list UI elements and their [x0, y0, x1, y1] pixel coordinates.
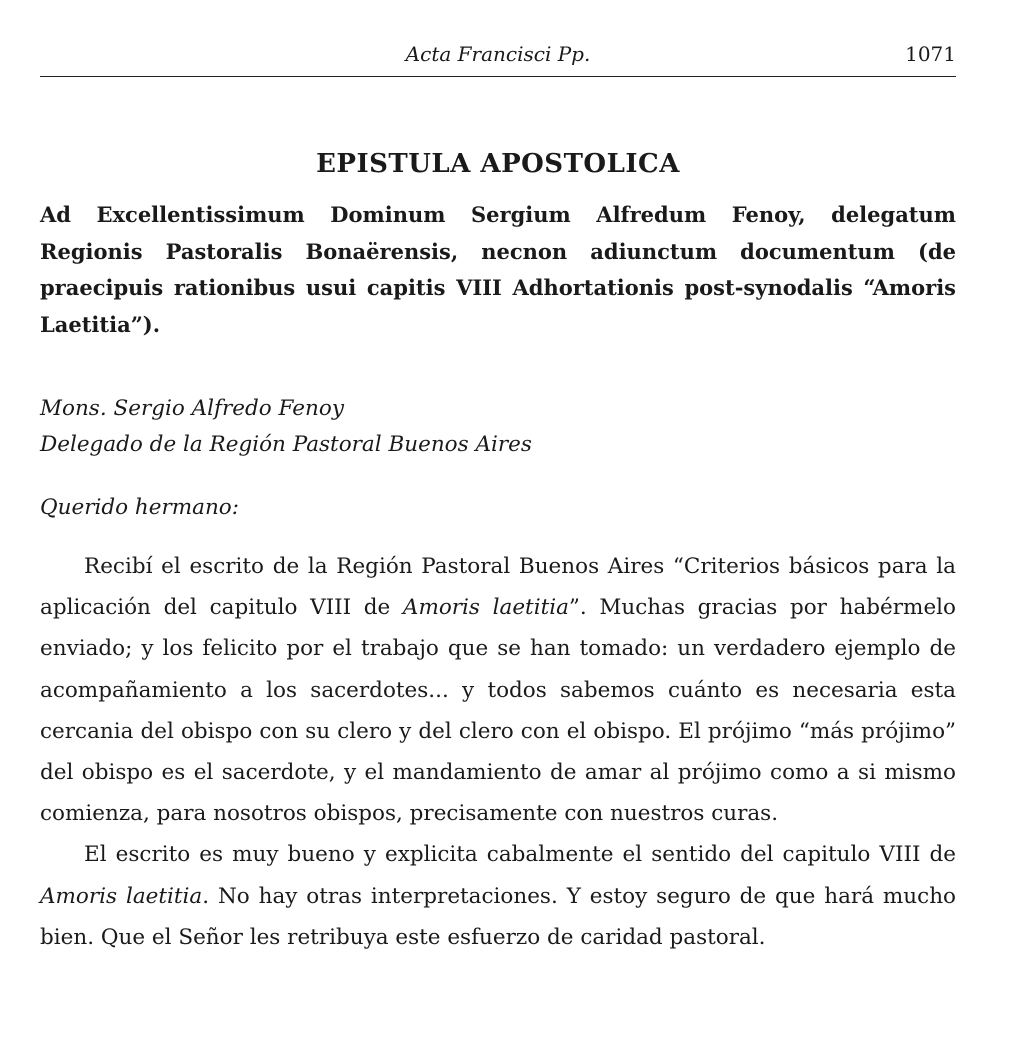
paragraph-2-text-b: . No hay otras interpretaciones. Y estoy seguro de que hará mucho bien. Que el Señor les retribuya este esfuerzo de caridad pastoral.: [40, 883, 956, 950]
body-paragraph-2: [40, 834, 956, 958]
running-title: Acta Francisci Pp.: [405, 42, 591, 66]
letter-body: [40, 546, 956, 958]
body-paragraph-1: [40, 546, 956, 834]
page-number: 1071: [905, 42, 956, 66]
document-title: EPISTULA APOSTOLICA: [316, 149, 680, 179]
addressee-block: [40, 391, 956, 463]
paragraph-2-text-a: El escrito es muy bueno y explicita cabalmente el sentido del capitulo VIII de: [84, 842, 956, 868]
document-page: [40, 0, 956, 958]
paragraph-1-text-b: ”. Muchas gracias por habérmelo enviado; y los felicito por el trabajo que se han tomado: un verdadero ejemplo de acompañamiento a los sacerdotes... y todos sabemos cuánto es necesaria esta cercania del obispo con su clero y del clero con el obispo. El prójimo “más prójimo” del obispo es el sacerdote, y el mandamiento de amar al prójimo como a si mismo comienza, para nosotros obispos, precisamente con nuestros curas.: [40, 595, 956, 827]
paragraph-1-work-title: Amoris laetitia: [402, 595, 569, 621]
paragraph-2-work-title: Amoris laetitia: [40, 883, 203, 909]
document-subtitle: Ad Excellentissimum Dominum Sergium Alfredum Fenoy, delegatum Regionis Pastoralis Bonaërensis, necnon adiunctum documentum (de praecipuis rationibus usui capitis VIII Adhortationis post-synodalis “Amoris Laetitia”).: [40, 202, 956, 337]
addressee-name: Mons. Sergio Alfredo Fenoy: [40, 396, 344, 421]
paragraph-1-text-a: Recibí el escrito de la Región Pastoral Buenos Aires “Criterios básicos para la aplicación del capitulo VIII de: [40, 554, 956, 621]
salutation: Querido hermano:: [40, 495, 239, 520]
running-header: [40, 0, 956, 77]
addressee-role: Delegado de la Región Pastoral Buenos Aires: [40, 432, 532, 457]
